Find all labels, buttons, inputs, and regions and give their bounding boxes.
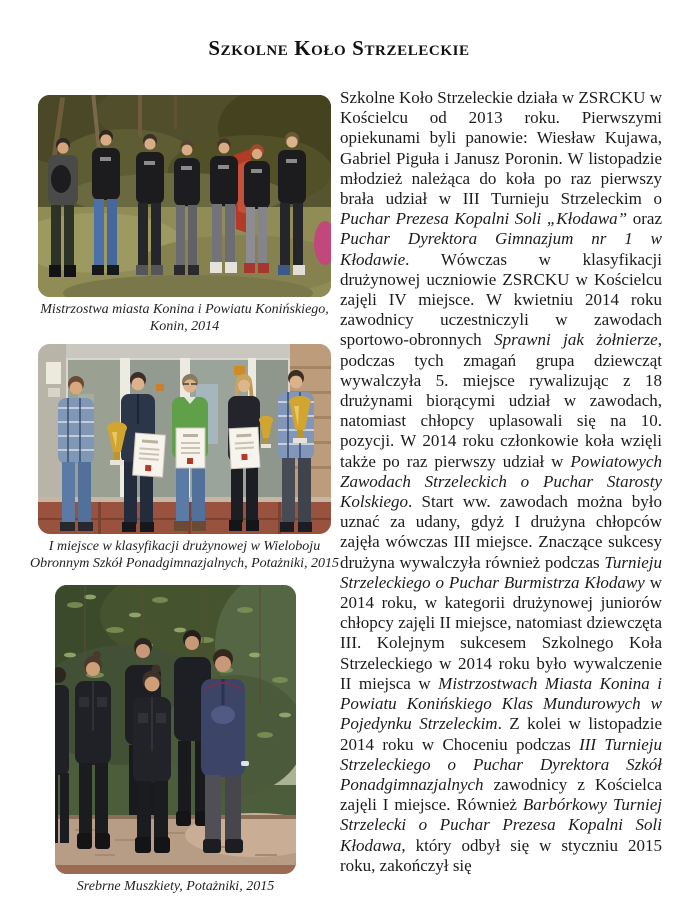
text-run-italic: Sprawni jak żołnierze [494,330,658,350]
text-run-italic: III Turnieju Strzeleckiego o Puchar Dyrektora Szkół Ponadgimnazjalnych [340,734,663,794]
figure-cadets-formation [55,585,296,895]
text-run: . Start ww. zawodach można było uznać za udany, gdyż I drużyna chłopców zajęła wówczas III miejsce. Znaczące sukcesy drużyna wywalczyła również podczas [340,492,662,572]
text-run: Szkolne Koło Strzeleckie działa w ZSRCKU w Kościelcu od 2013 roku. Pierwszymi opiekunami byli panowie: Wiesław Kujawa, Gabriel Piguła i Janusz Poronin. W listopadzie młodzież należąca do koła po raz pierwszy brała udział w III Turnieju Strzeleckim o [340,88,662,209]
text-run: , który odbył się w styczniu 2015 roku, zakończył się [340,835,662,875]
photo-caption: Mistrzostwa miasta Konina i Powiatu Konińskiego, Konin, 2014 [40,302,329,334]
text-run: . Z kolei w listopadzie 2014 roku w Choceniu podczas [340,714,662,754]
text-run: zawodnicy z Kościelca zajęli I miejsce. Również [340,774,662,815]
text-run: w 2014 roku, w kategorii drużynowej juniorów chłopcy zajęli II miejsce, natomiast dziewczęta III. Kolejnym sukcesem Szkolnego Koła Strzeleckiego w 2014 roku było wywalczenie II miejsca w [340,572,662,693]
text-run: oraz [627,209,662,229]
text-run: , podczas tych zmagań grupa dziewcząt wywalczyła 5. miejsce rywalizując z 18 drużynami biorącymi udział w zawodach, natomiast chłopcy uplasowali się na 10. pozycji. W 2014 roku członkowie koła wzięli także po raz pierwszy udział w [340,330,662,471]
photo-shooting-team-outdoor-icon [38,95,331,297]
text-run-italic: Mistrzostwach Miasta Konina i Powiatu Konińskiego Klas Mundurowych w Pojedynku Strzeleckim [340,673,662,734]
text-run-italic: Barbórkowy Turniej Strzelecki o Puchar Prezesa Kopalni Soli Kłodawa [340,795,662,855]
photo-award-ceremony-icon [38,344,331,534]
text-run-italic: Turnieju Strzeleckiego o Puchar Burmistrza Kłodawy [340,552,662,592]
text-run-italic: Puchar Prezesa Kopalni Soli „Kłodawa” [340,209,628,229]
photo-caption: Srebrne Muszkiety, Potażniki, 2015 [76,879,275,894]
photo-cadets-formation-icon [55,585,296,874]
figure-team-outdoor [38,95,331,335]
text-run-italic: Powiatowych Zawodach Strzeleckich o Puchar Starosty Kolskiego [340,451,662,512]
text-run: . Wówczas w klasyfikacji drużynowej uczniowie ZSRCKU w Kościelcu zajęli IV miejsce. W kwietniu 2014 roku zawodnicy uczestniczyli w zawodach sportowo-obronnych [340,249,662,350]
text-run-italic: Puchar Dyrektora Gimnazjum nr 1 w Kłodawie [340,229,662,269]
photo-caption: I miejsce w klasyfikacji drużynowej w Wieloboju Obronnym Szkół Ponadgimnazjalnych, Potażniki, 2015 [29,539,339,571]
page-title: Szkolne Koło Strzeleckie [208,36,470,60]
article-text [340,88,662,876]
figure-award-ceremony [29,344,339,572]
